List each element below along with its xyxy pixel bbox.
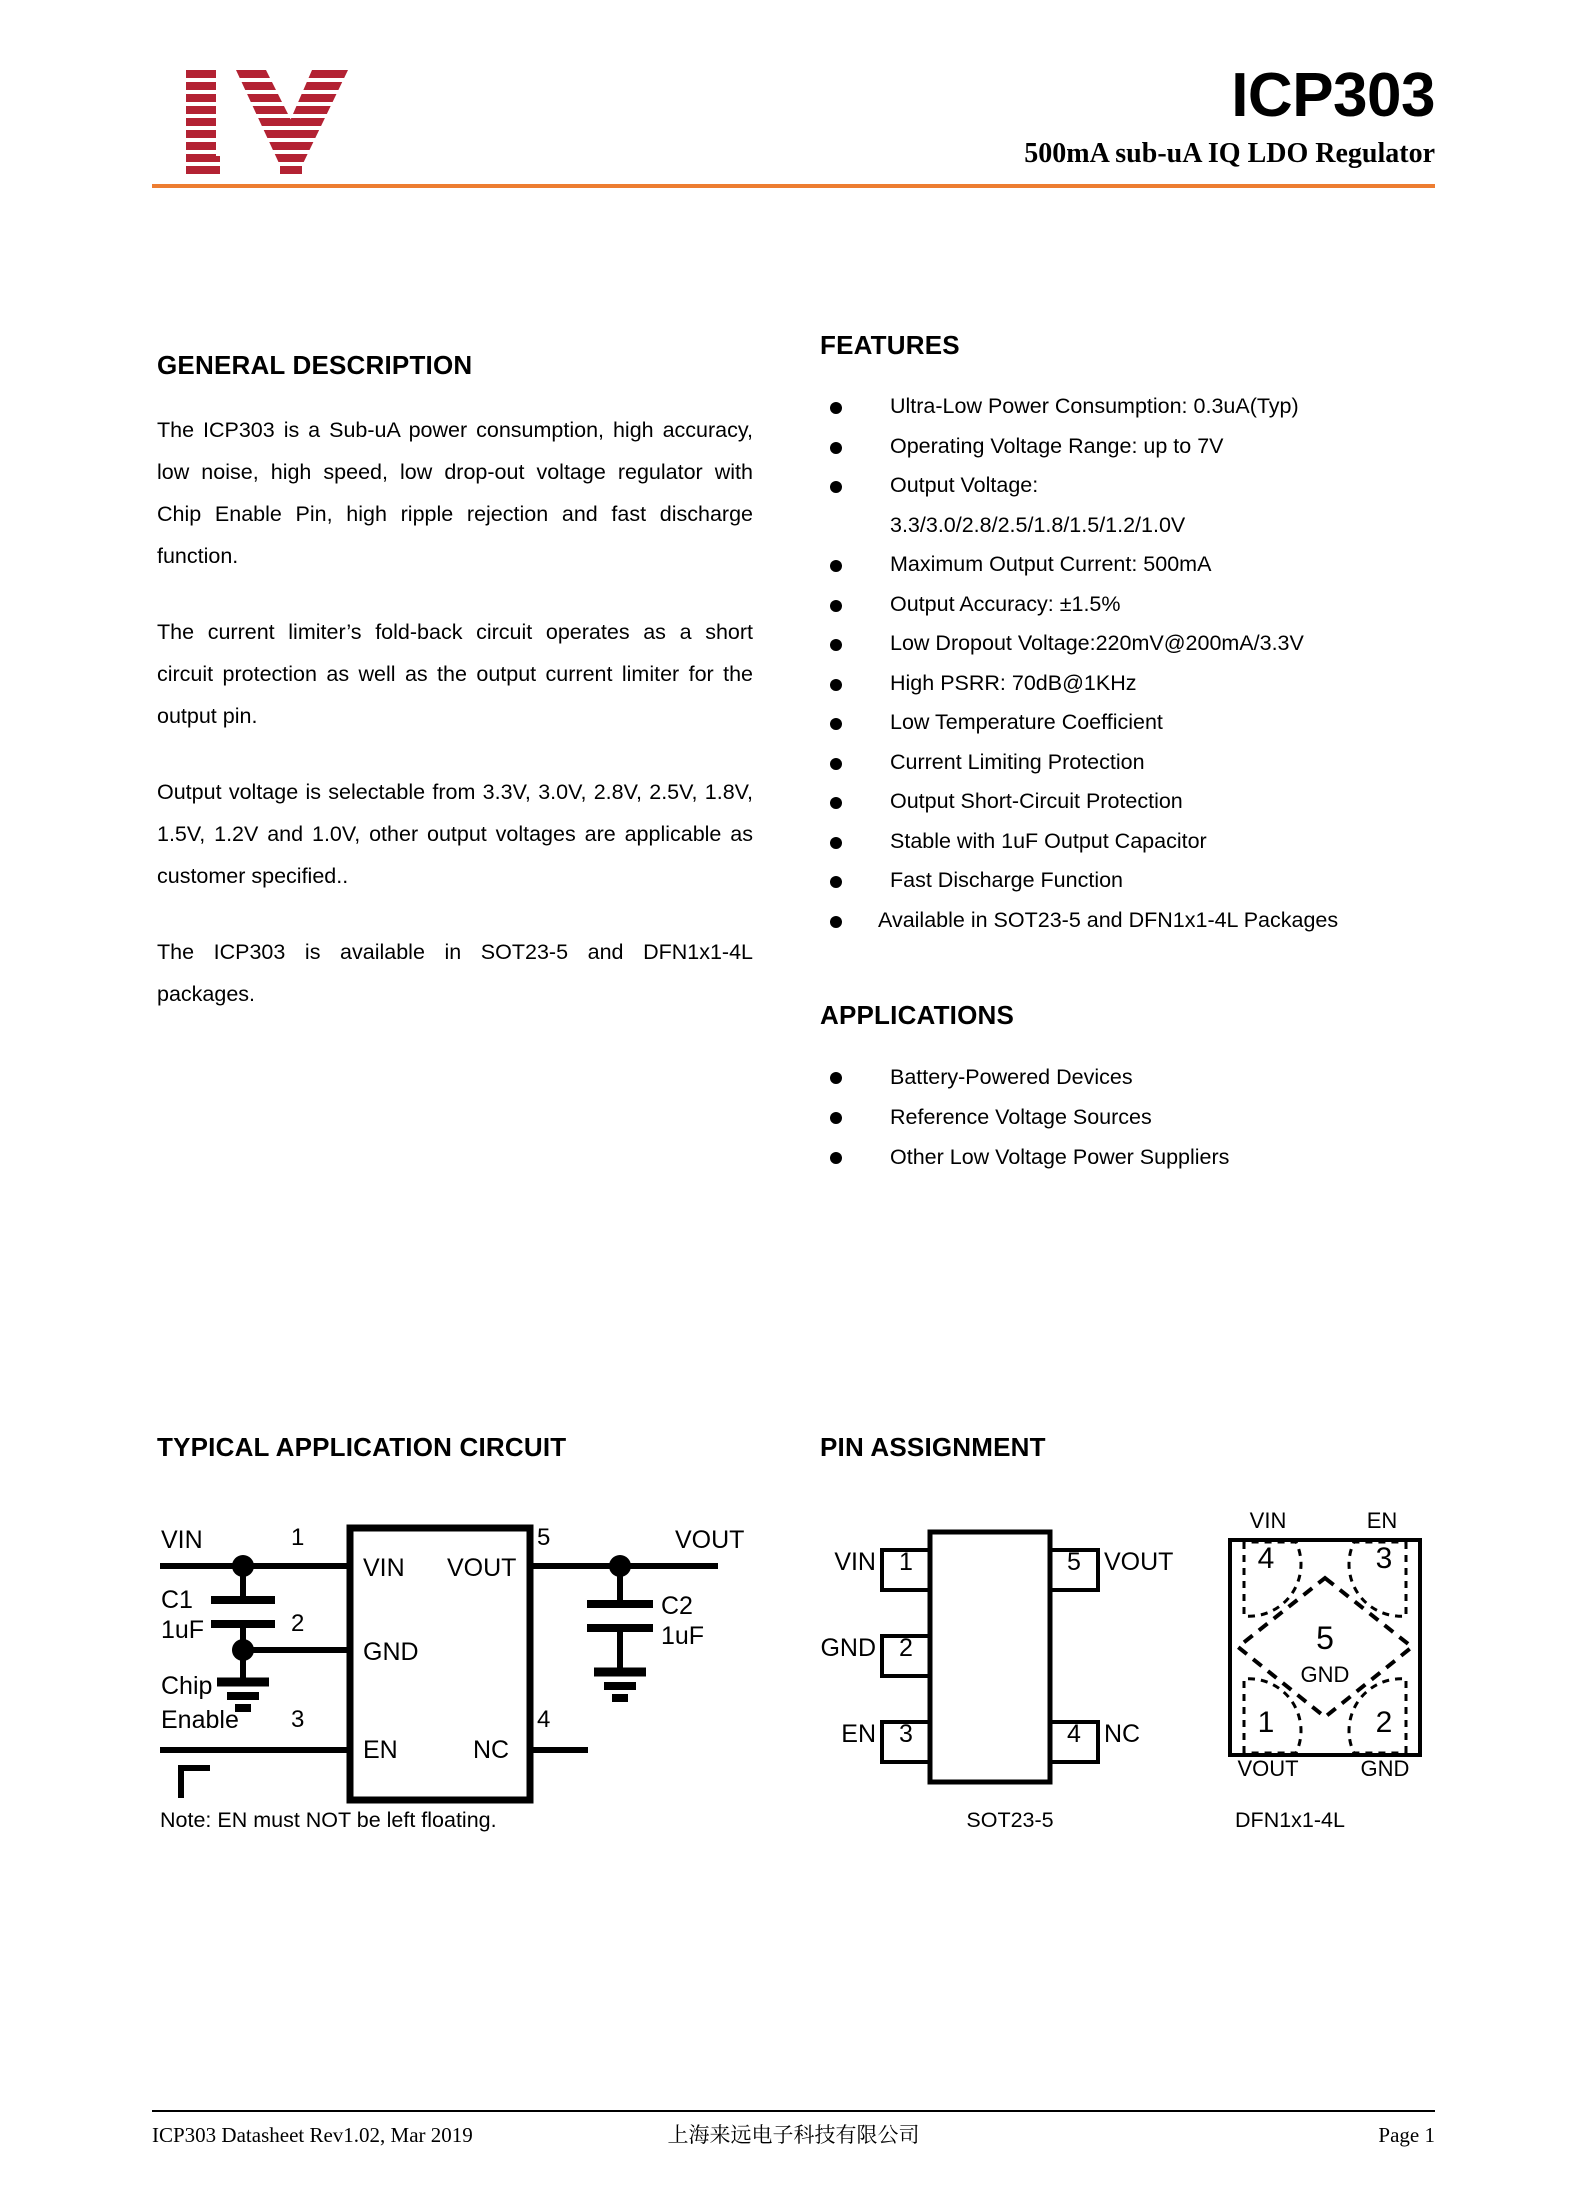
circuit-label-vout-net: VOUT bbox=[675, 1526, 745, 1554]
description-paragraph: Output voltage is selectable from 3.3V, 3.0V, 2.8V, 2.5V, 1.8V, 1.5V, 1.2V and 1.0V, other output voltages are applicable as customer specified.. bbox=[157, 780, 753, 888]
sot23-package-label: SOT23-5 bbox=[966, 1808, 1054, 1832]
bullet-icon bbox=[830, 1112, 842, 1124]
header-divider bbox=[152, 184, 1435, 188]
list-item bbox=[820, 427, 1460, 467]
bullet-icon bbox=[830, 758, 842, 770]
sot23-pin-number-3: 3 bbox=[899, 1720, 913, 1748]
dfn-pad-name-1: VOUT bbox=[1237, 1756, 1299, 1781]
circuit-pin-number-4: 4 bbox=[537, 1706, 551, 1733]
company-logo-ly bbox=[180, 70, 355, 180]
list-item bbox=[820, 387, 1460, 427]
sot23-pin-name-1: VIN bbox=[834, 1548, 876, 1576]
bullet-icon bbox=[830, 876, 842, 888]
list-item-label: Output Accuracy: ±1.5% bbox=[890, 591, 1121, 616]
bullet-icon bbox=[830, 718, 842, 730]
list-item bbox=[820, 861, 1460, 901]
page-subtitle: 500mA sub-uA IQ LDO Regulator bbox=[1024, 138, 1435, 169]
circuit-pin-number-3: 3 bbox=[291, 1706, 305, 1733]
bullet-icon bbox=[830, 1152, 842, 1164]
list-item-label: Ultra-Low Power Consumption: 0.3uA(Typ) bbox=[890, 394, 1299, 418]
list-item-label: Output Voltage: bbox=[890, 473, 1039, 497]
dfn-package-label: DFN1x1-4L bbox=[1235, 1808, 1345, 1832]
sot23-pin-name-2: GND bbox=[820, 1634, 876, 1662]
bullet-icon bbox=[830, 916, 842, 928]
circuit-label-c1-value: 1uF bbox=[161, 1616, 205, 1644]
list-item-label: Other Low Voltage Power Suppliers bbox=[890, 1145, 1230, 1169]
features-heading: FEATURES bbox=[820, 330, 960, 360]
dfn-pad-name-5: GND bbox=[1300, 1662, 1350, 1687]
bullet-icon bbox=[830, 1072, 842, 1084]
sot23-pin-name-3: EN bbox=[841, 1720, 876, 1748]
list-item bbox=[820, 1097, 1460, 1137]
description-paragraph: The current limiter’s fold-back circuit operates as a short circuit protection as well as the output current limiter for the output pin. bbox=[157, 620, 753, 728]
pin-assignment-heading: PIN ASSIGNMENT bbox=[820, 1432, 1046, 1462]
dfn-pad-number-2: 2 bbox=[1375, 1706, 1393, 1739]
circuit-note: Note: EN must NOT be left floating. bbox=[160, 1808, 497, 1832]
description-paragraph: The ICP303 is a Sub-uA power consumption, high accuracy, low noise, high speed, low drop-out voltage regulator with Chip Enable Pin, high ripple rejection and fast discharge function. bbox=[157, 418, 753, 568]
pin-assignment-diagrams bbox=[820, 1508, 1460, 1810]
circuit-pin-number-2: 2 bbox=[291, 1610, 305, 1637]
list-item-label: Battery-Powered Devices bbox=[890, 1065, 1133, 1089]
list-item bbox=[820, 545, 1460, 585]
list-item bbox=[820, 624, 1460, 664]
list-item bbox=[820, 743, 1460, 783]
list-item bbox=[820, 782, 1460, 822]
list-item bbox=[820, 822, 1460, 862]
bullet-icon bbox=[830, 600, 842, 612]
circuit-label-c2-name: C2 bbox=[661, 1592, 693, 1620]
bullet-icon bbox=[830, 481, 842, 493]
title-block bbox=[1024, 60, 1435, 172]
typical-application-circuit-diagram bbox=[155, 1520, 775, 1810]
page-header bbox=[152, 60, 1435, 185]
list-item-label: Maximum Output Current: 500mA bbox=[890, 552, 1212, 576]
circuit-ic-pin-en: EN bbox=[363, 1736, 398, 1764]
circuit-label-c2-value: 1uF bbox=[661, 1622, 705, 1650]
list-item-label: Available in SOT23-5 and DFN1x1-4L Packages bbox=[878, 907, 1339, 932]
list-item bbox=[820, 466, 1460, 545]
applications-heading: APPLICATIONS bbox=[820, 1000, 1015, 1030]
circuit-label-chip: Chip bbox=[161, 1672, 213, 1700]
dfn-pad-name-4: VIN bbox=[1249, 1508, 1287, 1533]
bullet-icon bbox=[830, 797, 842, 809]
bullet-icon bbox=[830, 442, 842, 454]
list-item-label: Output Short-Circuit Protection bbox=[890, 789, 1183, 813]
sot23-pin-number-4: 4 bbox=[1067, 1720, 1081, 1748]
list-item-label: Low Temperature Coefficient bbox=[890, 710, 1163, 734]
circuit-pin-number-1: 1 bbox=[291, 1524, 305, 1551]
circuit-label-c1-name: C1 bbox=[161, 1586, 193, 1614]
circuit-ic-pin-nc: NC bbox=[473, 1736, 510, 1764]
output-voltage-values: 3.3/3.0/2.8/2.5/1.8/1.5/1.2/1.0V bbox=[890, 512, 1186, 537]
bullet-icon bbox=[830, 679, 842, 691]
footer-left-text: ICP303 Datasheet Rev1.02, Mar 2019 bbox=[152, 2123, 473, 2147]
list-item bbox=[820, 901, 1460, 941]
circuit-ic-pin-gnd: GND bbox=[363, 1638, 419, 1666]
bullet-icon bbox=[830, 402, 842, 414]
bullet-icon bbox=[830, 837, 842, 849]
sot23-pin-name-5: VOUT bbox=[1104, 1548, 1174, 1576]
dfn-pad-number-3: 3 bbox=[1375, 1542, 1393, 1575]
list-item-label: Reference Voltage Sources bbox=[890, 1105, 1152, 1129]
circuit-ic-pin-vin: VIN bbox=[363, 1554, 405, 1582]
dfn-pad-number-4: 4 bbox=[1257, 1542, 1275, 1575]
bullet-icon bbox=[830, 639, 842, 651]
applications-list bbox=[820, 1057, 1460, 1177]
footer-page-number: Page 1 bbox=[1378, 2123, 1435, 2147]
features-section bbox=[820, 330, 1460, 1177]
list-item bbox=[820, 1137, 1460, 1177]
page-title: ICP303 bbox=[1231, 61, 1435, 130]
circuit-ic-pin-vout: VOUT bbox=[447, 1554, 517, 1582]
sot23-pin-number-1: 1 bbox=[899, 1548, 913, 1576]
list-item bbox=[820, 703, 1460, 743]
circuit-label-enable: Enable bbox=[161, 1706, 239, 1734]
dfn-pad-name-2: GND bbox=[1360, 1756, 1410, 1781]
circuit-pin-number-5: 5 bbox=[537, 1524, 551, 1551]
list-item-label: Fast Discharge Function bbox=[890, 868, 1124, 892]
general-description-section bbox=[157, 350, 757, 1015]
general-description-heading: GENERAL DESCRIPTION bbox=[157, 350, 473, 380]
list-item-label: Operating Voltage Range: up to 7V bbox=[890, 433, 1224, 458]
sot23-pin-number-2: 2 bbox=[899, 1634, 913, 1662]
list-item-label: Low Dropout Voltage:220mV@200mA/3.3V bbox=[890, 631, 1304, 655]
list-item bbox=[820, 1057, 1460, 1097]
bullet-icon bbox=[830, 560, 842, 572]
list-item-label: Stable with 1uF Output Capacitor bbox=[890, 828, 1207, 853]
footer-divider bbox=[152, 2110, 1435, 2112]
circuit-label-vin-net: VIN bbox=[161, 1526, 203, 1554]
dfn-pad-number-5: 5 bbox=[1316, 1620, 1334, 1656]
list-item-label: Current Limiting Protection bbox=[890, 749, 1145, 774]
list-item-label: High PSRR: 70dB@1KHz bbox=[890, 670, 1137, 695]
dfn-pad-number-1: 1 bbox=[1257, 1706, 1275, 1739]
page-footer bbox=[152, 2118, 1435, 2154]
description-paragraph: The ICP303 is available in SOT23-5 and DFN1x1-4L packages. bbox=[157, 940, 753, 1006]
applications-section bbox=[820, 1000, 1460, 1177]
sot23-pin-name-4: NC bbox=[1104, 1720, 1141, 1748]
list-item bbox=[820, 664, 1460, 704]
features-list bbox=[820, 387, 1460, 940]
footer-company-name: 上海来远电子科技有限公司 bbox=[667, 2123, 920, 2147]
dfn-pad-name-3: EN bbox=[1366, 1508, 1398, 1533]
typical-application-circuit-heading: TYPICAL APPLICATION CIRCUIT bbox=[157, 1432, 567, 1462]
list-item bbox=[820, 585, 1460, 625]
sot23-pin-number-5: 5 bbox=[1067, 1548, 1081, 1576]
